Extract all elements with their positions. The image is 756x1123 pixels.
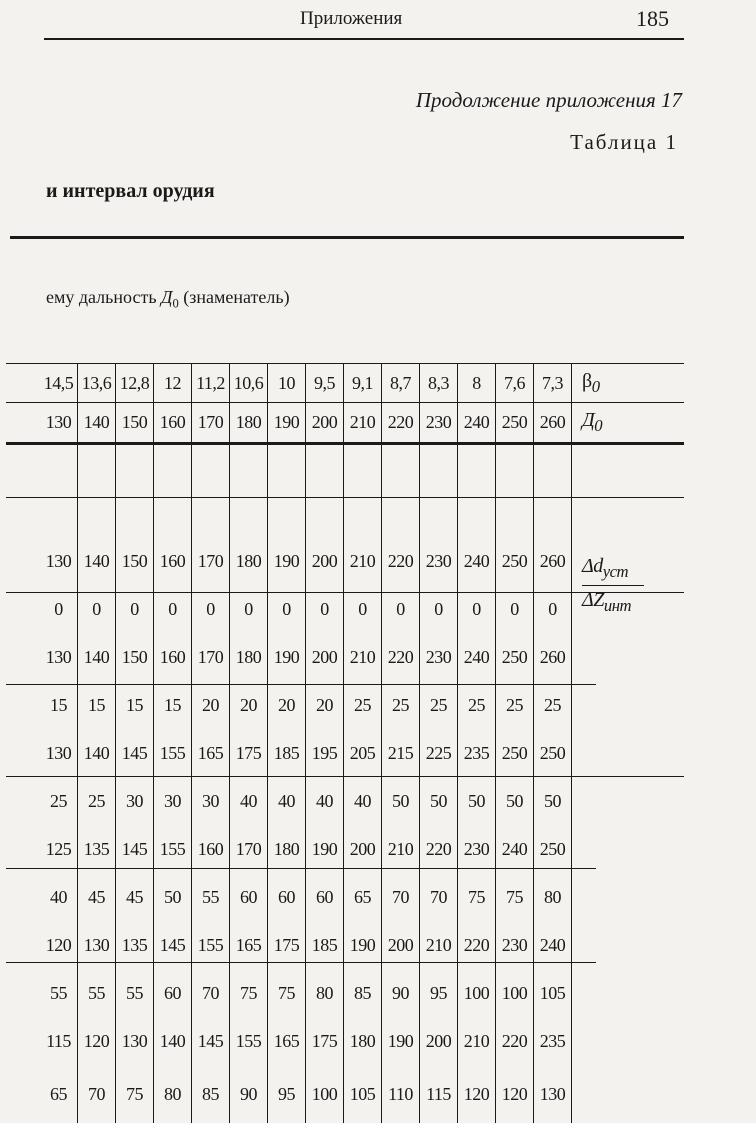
cell: 15: [116, 681, 154, 729]
cell: 150: [116, 402, 154, 443]
cell: 230: [420, 402, 458, 443]
beta-label: [572, 364, 651, 402]
cell: 115: [40, 1017, 78, 1065]
cell: 14,5: [40, 364, 78, 402]
delta-z-label: [582, 586, 650, 616]
cell: 190: [268, 633, 306, 681]
cell: 50: [496, 777, 534, 825]
cell: 205: [344, 729, 382, 777]
cell: [382, 443, 420, 537]
cell: [230, 443, 268, 537]
cell: 220: [420, 825, 458, 873]
cell: 40: [344, 777, 382, 825]
row-g3-z: [40, 777, 650, 825]
cell: 30: [154, 777, 192, 825]
side-empty: [572, 443, 651, 537]
cell: 230: [458, 825, 496, 873]
page-number: 185: [636, 6, 669, 31]
cell: 110: [382, 1065, 420, 1123]
cell: 230: [420, 633, 458, 681]
cell: 140: [78, 537, 116, 585]
cell: 0: [40, 585, 78, 633]
cell: 145: [116, 729, 154, 777]
cell: 250: [534, 825, 572, 873]
cell: 190: [268, 537, 306, 585]
cell: 20: [306, 681, 344, 729]
cell: 190: [382, 1017, 420, 1065]
description-symbol: Д: [161, 287, 173, 307]
cell: 75: [116, 1065, 154, 1123]
range-interval-table: [40, 364, 650, 1123]
range-label: [572, 402, 651, 443]
cell: 80: [306, 969, 344, 1017]
cell: 260: [534, 633, 572, 681]
cell: 220: [382, 402, 420, 443]
cell: 15: [78, 681, 116, 729]
description-suffix: (знаменатель): [178, 287, 290, 307]
cell: 12,8: [116, 364, 154, 402]
delta-d-sub: уст: [602, 561, 629, 581]
table-description: [46, 287, 290, 312]
range-symbol: Д: [582, 409, 595, 431]
row-g2-d: [40, 633, 650, 681]
cell: 230: [496, 921, 534, 969]
row-g2-z: [40, 681, 650, 729]
cell: 75: [496, 873, 534, 921]
cell: 150: [116, 537, 154, 585]
row-g3-d: [40, 729, 650, 777]
cell: 150: [116, 633, 154, 681]
cell: 170: [192, 633, 230, 681]
cell: 140: [78, 729, 116, 777]
cell: 0: [116, 585, 154, 633]
cell: 0: [496, 585, 534, 633]
cell: 235: [534, 1017, 572, 1065]
cell: 180: [230, 537, 268, 585]
cell: 250: [496, 633, 534, 681]
cell: 180: [230, 402, 268, 443]
cell: 250: [496, 729, 534, 777]
cell: 0: [230, 585, 268, 633]
row-beta: [40, 364, 650, 402]
cell: [116, 443, 154, 537]
cell: 240: [458, 402, 496, 443]
cell: 175: [306, 1017, 344, 1065]
section-title: и интервал орудия: [46, 180, 215, 202]
row-g6-z: [40, 1065, 650, 1123]
cell: 85: [192, 1065, 230, 1123]
cell: 220: [496, 1017, 534, 1065]
cell: 25: [458, 681, 496, 729]
cell: 70: [420, 873, 458, 921]
cell: 125: [40, 825, 78, 873]
delta-d-label: [582, 555, 644, 586]
cell: 100: [496, 969, 534, 1017]
cell: 105: [344, 1065, 382, 1123]
cell: 70: [78, 1065, 116, 1123]
row-g1-d: [40, 537, 650, 585]
cell: 75: [458, 873, 496, 921]
cell: 25: [40, 777, 78, 825]
cell: 25: [344, 681, 382, 729]
cell: 115: [420, 1065, 458, 1123]
cell: 210: [382, 825, 420, 873]
cell: 140: [78, 402, 116, 443]
cell: [534, 443, 572, 537]
delta-d-symbol: Δd: [582, 554, 603, 577]
cell: 8,7: [382, 364, 420, 402]
cell: [496, 443, 534, 537]
cell: 190: [344, 921, 382, 969]
cell: 60: [306, 873, 344, 921]
beta-symbol: β: [582, 369, 592, 392]
cell: 50: [458, 777, 496, 825]
cell: 140: [154, 1017, 192, 1065]
cell: 13,6: [78, 364, 116, 402]
cell: 240: [458, 633, 496, 681]
cell: 160: [192, 825, 230, 873]
cell: 20: [268, 681, 306, 729]
cell: 180: [268, 825, 306, 873]
cell: [192, 443, 230, 537]
cell: 12: [154, 364, 192, 402]
delta-z-sub: инт: [603, 595, 631, 615]
cell: 175: [230, 729, 268, 777]
cell: 45: [78, 873, 116, 921]
cell: 230: [420, 537, 458, 585]
cell: 0: [268, 585, 306, 633]
cell: 80: [534, 873, 572, 921]
cell: 50: [420, 777, 458, 825]
cell: 65: [344, 873, 382, 921]
cell: 11,2: [192, 364, 230, 402]
cell: 65: [40, 1065, 78, 1123]
cell: 95: [268, 1065, 306, 1123]
cell: 70: [382, 873, 420, 921]
cell: 0: [78, 585, 116, 633]
cell: 7,3: [534, 364, 572, 402]
cell: 145: [116, 825, 154, 873]
cell: 140: [78, 633, 116, 681]
cell: 0: [344, 585, 382, 633]
cell: 240: [534, 921, 572, 969]
cell: 60: [230, 873, 268, 921]
cell: 165: [192, 729, 230, 777]
cell: 200: [344, 825, 382, 873]
cell: 130: [78, 921, 116, 969]
cell: 200: [306, 402, 344, 443]
cell: 170: [230, 825, 268, 873]
cell: 75: [230, 969, 268, 1017]
cell: 40: [230, 777, 268, 825]
row-spacer: [40, 443, 650, 537]
cell: 220: [382, 633, 420, 681]
description-text: ему дальность: [46, 287, 162, 307]
cell: 190: [268, 402, 306, 443]
cell: 235: [458, 729, 496, 777]
row-range: [40, 402, 650, 443]
cell: 240: [496, 825, 534, 873]
cell: 9,5: [306, 364, 344, 402]
cell: 170: [192, 402, 230, 443]
cell: 180: [230, 633, 268, 681]
cell: 210: [344, 537, 382, 585]
cell: 130: [40, 729, 78, 777]
header-rule: [44, 38, 684, 40]
cell: 130: [40, 633, 78, 681]
cell: 210: [420, 921, 458, 969]
cell: 80: [154, 1065, 192, 1123]
cell: 70: [192, 969, 230, 1017]
cell: 200: [420, 1017, 458, 1065]
cell: 200: [306, 633, 344, 681]
cell: 50: [154, 873, 192, 921]
cell: 25: [382, 681, 420, 729]
cell: 210: [344, 402, 382, 443]
cell: 120: [496, 1065, 534, 1123]
cell: 8: [458, 364, 496, 402]
cell: 20: [230, 681, 268, 729]
cell: 50: [534, 777, 572, 825]
cell: 100: [458, 969, 496, 1017]
cell: [420, 443, 458, 537]
table-name: Таблица 1: [570, 130, 678, 154]
cell: 15: [40, 681, 78, 729]
cell: 60: [268, 873, 306, 921]
cell: 45: [116, 873, 154, 921]
cell: 25: [496, 681, 534, 729]
cell: 25: [420, 681, 458, 729]
cell: 120: [458, 1065, 496, 1123]
range-sub: 0: [594, 416, 603, 435]
cell: 210: [344, 633, 382, 681]
cell: 0: [458, 585, 496, 633]
row-g5-d: [40, 921, 650, 969]
cell: 185: [268, 729, 306, 777]
cell: 165: [230, 921, 268, 969]
cell: [458, 443, 496, 537]
cell: 90: [382, 969, 420, 1017]
cell: [306, 443, 344, 537]
section-rule: [10, 236, 684, 239]
cell: 0: [154, 585, 192, 633]
cell: [344, 443, 382, 537]
cell: 0: [382, 585, 420, 633]
appendix-continuation: Продолжение приложения 17: [415, 88, 682, 112]
cell: 250: [534, 729, 572, 777]
side-empty: [572, 633, 651, 1123]
cell: 75: [268, 969, 306, 1017]
cell: 210: [458, 1017, 496, 1065]
cell: 220: [382, 537, 420, 585]
cell: 40: [268, 777, 306, 825]
cell: 40: [40, 873, 78, 921]
cell: 30: [116, 777, 154, 825]
running-header-title: Приложения: [300, 8, 403, 29]
cell: 0: [306, 585, 344, 633]
cell: 220: [458, 921, 496, 969]
cell: 0: [192, 585, 230, 633]
row-g1-z: [40, 585, 650, 633]
cell: 145: [192, 1017, 230, 1065]
cell: [40, 443, 78, 537]
cell: 30: [192, 777, 230, 825]
cell: 250: [496, 537, 534, 585]
cell: 40: [306, 777, 344, 825]
cell: 105: [534, 969, 572, 1017]
cell: 160: [154, 537, 192, 585]
row-g5-z: [40, 969, 650, 1017]
cell: 55: [40, 969, 78, 1017]
cell: 200: [306, 537, 344, 585]
cell: 25: [78, 777, 116, 825]
cell: 0: [534, 585, 572, 633]
cell: 190: [306, 825, 344, 873]
beta-sub: 0: [591, 376, 600, 396]
cell: 120: [40, 921, 78, 969]
cell: 135: [78, 825, 116, 873]
cell: 120: [78, 1017, 116, 1065]
row-g4-d: [40, 825, 650, 873]
cell: 200: [382, 921, 420, 969]
cell: 185: [306, 921, 344, 969]
cell: 95: [420, 969, 458, 1017]
cell: 0: [420, 585, 458, 633]
cell: 175: [268, 921, 306, 969]
cell: 55: [192, 873, 230, 921]
delta-z-symbol: ΔZ: [582, 588, 604, 611]
cell: 155: [154, 729, 192, 777]
cell: 135: [116, 921, 154, 969]
cell: 130: [40, 537, 78, 585]
description-subscript: 0: [172, 296, 179, 311]
cell: [154, 443, 192, 537]
cell: 225: [420, 729, 458, 777]
cell: 155: [154, 825, 192, 873]
cell: [268, 443, 306, 537]
cell: 145: [154, 921, 192, 969]
cell: 85: [344, 969, 382, 1017]
cell: 260: [534, 537, 572, 585]
row-g6-d: [40, 1017, 650, 1065]
cell: 7,6: [496, 364, 534, 402]
cell: 15: [154, 681, 192, 729]
cell: 55: [116, 969, 154, 1017]
row-g4-z: [40, 873, 650, 921]
cell: 195: [306, 729, 344, 777]
cell: 9,1: [344, 364, 382, 402]
cell: 250: [496, 402, 534, 443]
cell: 130: [534, 1065, 572, 1123]
cell: 25: [534, 681, 572, 729]
cell: 10,6: [230, 364, 268, 402]
cell: 60: [154, 969, 192, 1017]
cell: 130: [116, 1017, 154, 1065]
cell: 160: [154, 402, 192, 443]
cell: 240: [458, 537, 496, 585]
delta-fraction-label: [572, 537, 651, 633]
cell: 90: [230, 1065, 268, 1123]
cell: 260: [534, 402, 572, 443]
cell: 10: [268, 364, 306, 402]
cell: 155: [230, 1017, 268, 1065]
cell: 100: [306, 1065, 344, 1123]
cell: 155: [192, 921, 230, 969]
cell: 8,3: [420, 364, 458, 402]
cell: 50: [382, 777, 420, 825]
cell: 170: [192, 537, 230, 585]
cell: 165: [268, 1017, 306, 1065]
cell: 215: [382, 729, 420, 777]
cell: [78, 443, 116, 537]
cell: 55: [78, 969, 116, 1017]
cell: 160: [154, 633, 192, 681]
cell: 130: [40, 402, 78, 443]
cell: 180: [344, 1017, 382, 1065]
cell: 20: [192, 681, 230, 729]
